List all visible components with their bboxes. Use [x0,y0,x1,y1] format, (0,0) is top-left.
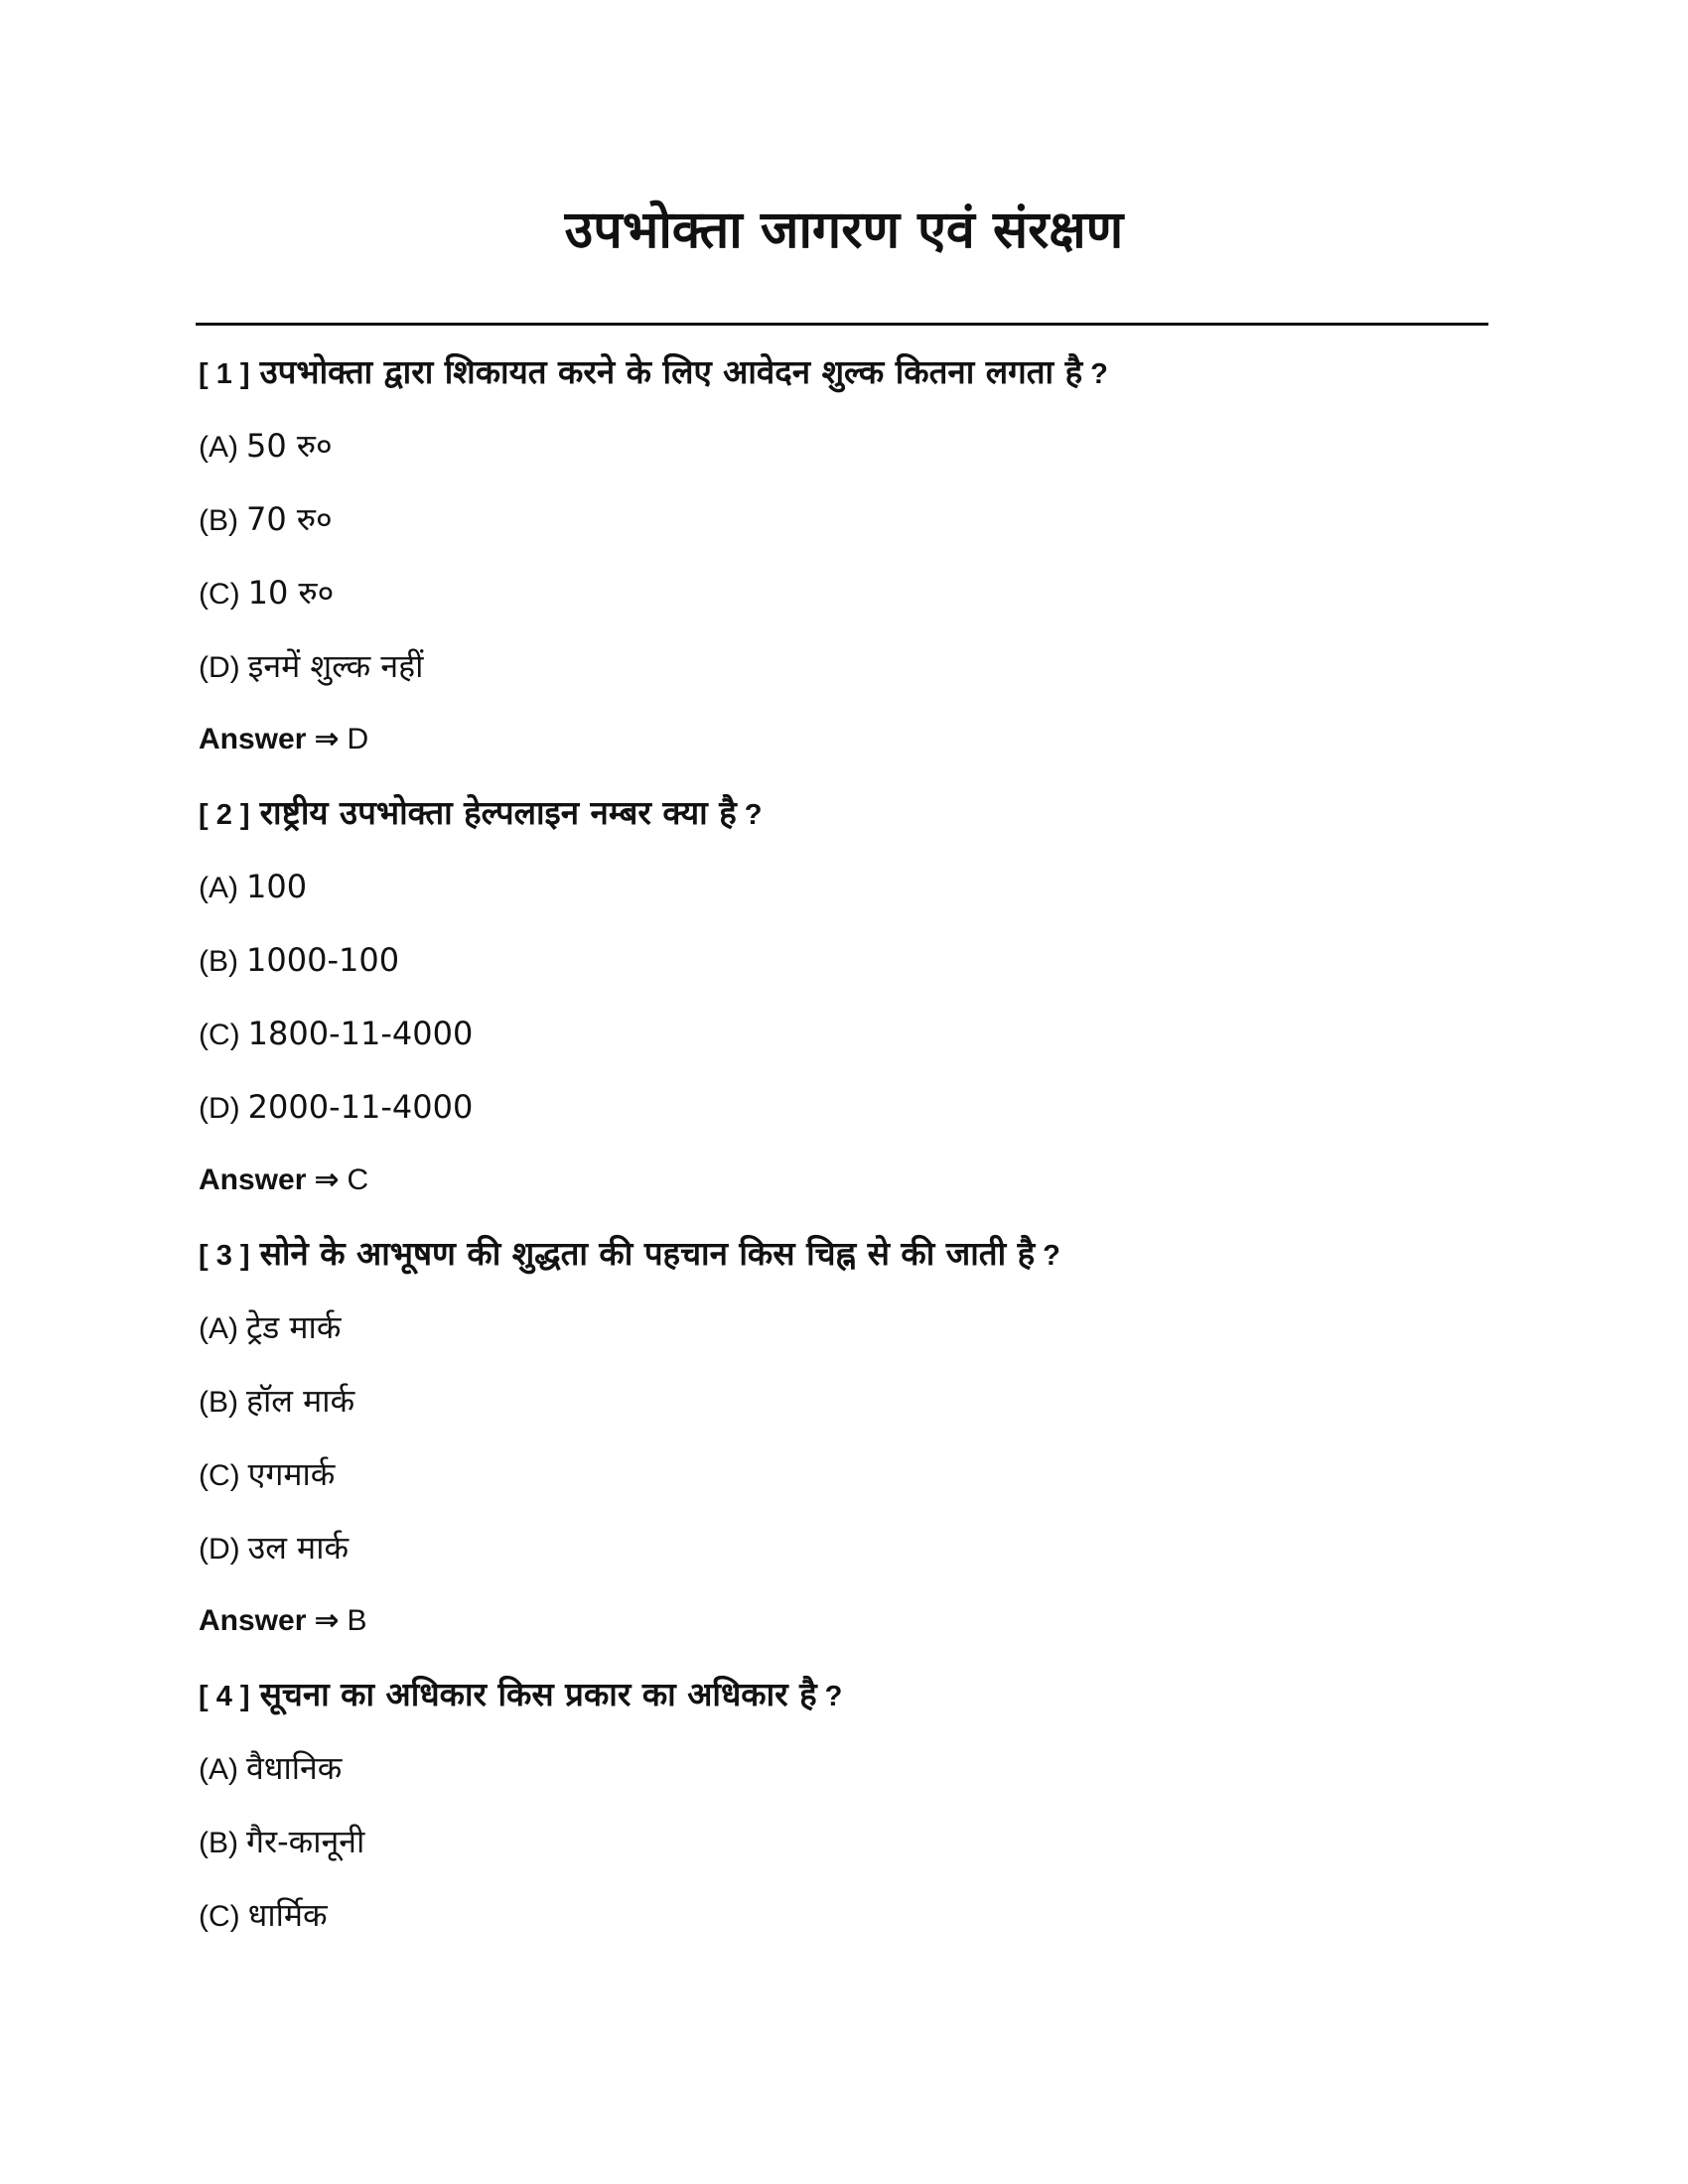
option-label: (C) [199,1459,240,1492]
option-3a [199,1297,1489,1357]
option-text: 50 रु० [246,427,333,465]
question-text: सूचना का अधिकार किस प्रकार का अधिकार है [259,1675,817,1713]
question-number: [ 3 ] [199,1240,250,1272]
option-text: गैर-कानूनी [246,1823,365,1860]
answer-label: Answer [199,723,307,755]
option-3c [199,1444,1489,1504]
question-mark: ? [744,799,763,831]
answer-arrow-icon: ⇒ [314,1162,340,1197]
question-list [199,342,1489,1959]
option-2a [199,857,1489,916]
answer-label: Answer [199,1604,307,1637]
option-label: (B) [199,504,238,537]
option-2d [199,1077,1489,1137]
option-3b [199,1371,1489,1431]
question-text: उपभोक्ता द्वारा शिकायत करने के लिए आवेदन शुल्क कितना लगता है [259,352,1083,391]
question-mark: ? [1043,1240,1060,1272]
question-3 [199,1224,1489,1284]
option-label: (A) [199,872,238,904]
answer-3 [199,1591,1489,1651]
option-label: (A) [199,431,238,464]
question-4 [199,1665,1489,1724]
option-4b [199,1812,1489,1871]
answer-arrow-icon: ⇒ [314,1603,340,1638]
option-label: (D) [199,1092,240,1125]
option-4a [199,1738,1489,1798]
option-text: धार्मिक [247,1896,328,1934]
option-text: ट्रेड मार्क [246,1308,342,1346]
answer-2 [199,1151,1489,1210]
question-number: [ 1 ] [199,358,250,390]
option-text: हॉल मार्क [246,1382,355,1420]
option-4c [199,1885,1489,1945]
question-text: सोने के आभूषण की शुद्धता की पहचान किस चिह्न से की जाती है [259,1234,1036,1273]
answer-arrow-icon: ⇒ [314,722,340,756]
question-number: [ 4 ] [199,1681,250,1712]
option-label: (C) [199,1019,240,1051]
option-label: (B) [199,1386,238,1419]
option-label: (A) [199,1753,238,1786]
option-text: 2000-11-4000 [247,1088,474,1126]
option-text: वैधानिक [246,1749,343,1787]
option-label: (C) [199,578,240,611]
question-text: राष्ट्रीय उपभोक्ता हेल्पलाइन नम्बर क्या है [259,793,737,832]
question-1 [199,342,1489,402]
option-3d [199,1518,1489,1577]
question-mark: ? [1090,358,1108,390]
question-mark: ? [824,1681,843,1712]
answer-1 [199,710,1489,769]
option-text: 1800-11-4000 [247,1015,474,1052]
option-label: (D) [199,651,240,684]
page-title: उपभोक्ता जागरण एवं संरक्षण [564,201,1124,260]
option-label: (B) [199,1827,238,1859]
option-text: 100 [246,868,308,905]
answer-value: D [347,723,369,755]
option-1d [199,636,1489,696]
option-1b [199,489,1489,549]
option-2c [199,1004,1489,1063]
question-number: [ 2 ] [199,799,250,831]
option-text: उल मार्क [247,1529,350,1567]
option-text: एगमार्क [247,1455,336,1493]
option-text: इनमें शुल्क नहीं [247,647,424,685]
option-2b [199,930,1489,990]
answer-value: B [347,1604,367,1637]
option-label: (A) [199,1312,238,1345]
option-label: (D) [199,1533,240,1566]
question-2 [199,783,1489,843]
answer-value: C [347,1163,369,1196]
option-1a [199,416,1489,476]
option-1c [199,563,1489,622]
option-text: 70 रु० [246,500,333,538]
option-label: (C) [199,1900,240,1933]
option-text: 1000-100 [246,941,400,979]
option-label: (B) [199,945,238,978]
option-text: 10 रु० [247,574,335,612]
answer-label: Answer [199,1163,307,1196]
title-divider [196,323,1488,326]
